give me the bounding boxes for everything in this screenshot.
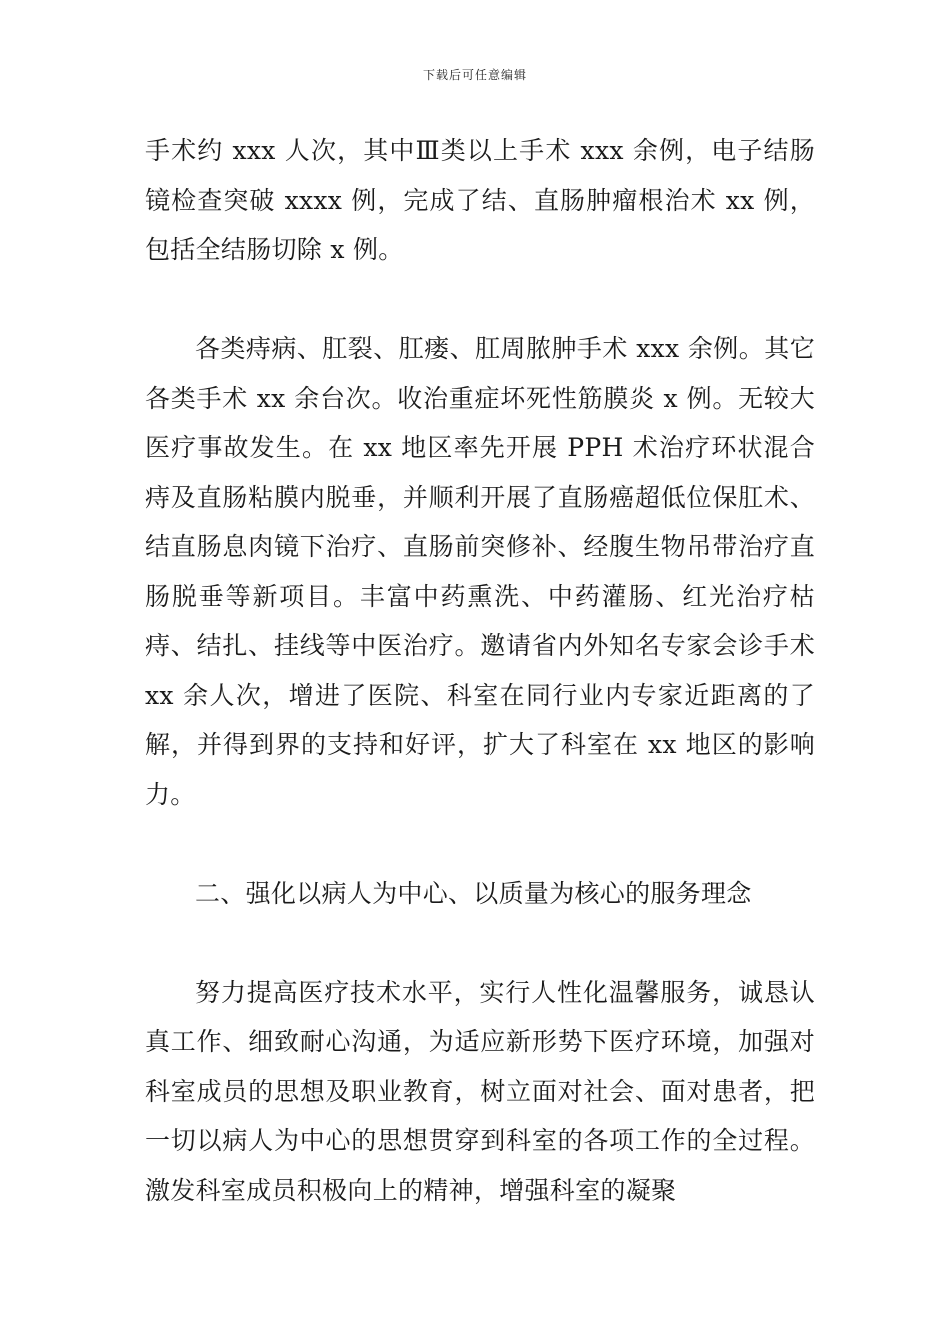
paragraph-anorectal-procedures: 各类痔病、肛裂、肛瘘、肛周脓肿手术 xxx 余例。其它各类手术 xx 余台次。收治重症坏死性筋膜炎 x 例。无较大医疗事故发生。在 xx 地区率先开展 PPH 术治疗环状混合痔及直肠粘膜内脱垂，并顺利开展了直肠癌超低位保肛术、结直肠息肉镜下治疗、直肠前突修补、经腹生物吊带治疗直肠脱垂等新项目。丰富中药熏洗、中药灌肠、红光治疗枯痔、结扎、挂线等中医治疗。邀请省内外知名专家会诊手术 xx 余人次，增进了医院、科室在同行业内专家近距离的了解，并得到界的支持和好评，扩大了科室在 xx 地区的影响力。 [145, 334, 815, 809]
header-note: 下载后可任意编辑 [422, 68, 527, 82]
section-heading: 二、强化以病人为中心、以质量为核心的服务理念 [195, 878, 752, 908]
paragraph-surgery-stats: 手术约 xxx 人次，其中Ⅲ类以上手术 xxx 余例，电子结肠镜检查突破 xxxx 例，完成了结、直肠肿瘤根治术 xx 例，包括全结肠切除 x 例。 [145, 136, 815, 264]
document-body [145, 126, 815, 1215]
paragraph-service-philosophy: 努力提高医疗技术水平，实行人性化温馨服务，诚恳认真工作、细致耐心沟通，为适应新形势下医疗环境，加强对科室成员的思想及职业教育，树立面对社会、面对患者，把一切以病人为中心的思想贯穿到科室的各项工作的全过程。激发科室成员积极向上的精神，增强科室的凝聚 [145, 977, 815, 1205]
